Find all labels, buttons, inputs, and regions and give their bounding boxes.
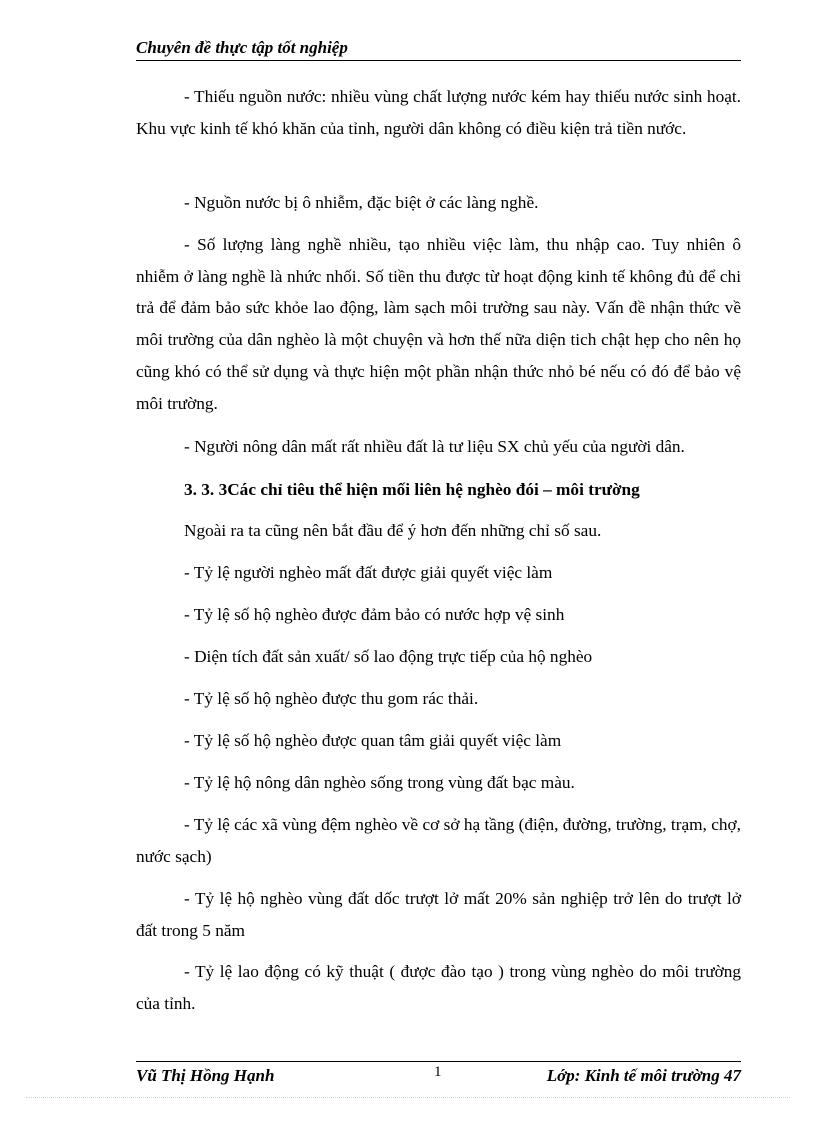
indicator-item: - Tỷ lệ hộ nghèo vùng đất dốc trượt lở mất 20% sản nghiệp trở lên do trượt lở đất trong 5 năm <box>136 889 741 940</box>
indicator-item: - Tỷ lệ hộ nông dân nghèo sống trong vùng đất bạc màu. <box>184 773 575 792</box>
page-number: 1 <box>434 1064 442 1080</box>
indicator-item: - Tỷ lệ số hộ nghèo được thu gom rác thải. <box>184 689 479 708</box>
intro-text: Ngoài ra ta cũng nên bắt đầu để ý hơn đến những chỉ số sau. <box>184 521 602 540</box>
indicator-item: - Diện tích đất sản xuất/ số lao động trực tiếp của hộ nghèo <box>184 647 593 666</box>
indicator-item: - Tỷ lệ người nghèo mất đất được giải quyết việc làm <box>184 563 553 582</box>
indicator-item: - Tỷ lệ lao động có kỹ thuật ( được đào tạo ) trong vùng nghèo do môi trường của tỉnh. <box>136 962 741 1013</box>
paragraph: - Người nông dân mất rất nhiều đất là tư liệu SX chủ yếu của người dân. <box>184 437 685 456</box>
paragraph: - Số lượng làng nghề nhiều, tạo nhiều việc làm, thu nhập cao. Tuy nhiên ô nhiễm ở làng nghề là nhức nhối. Số tiền thu được từ hoạt động kinh tế không đủ để chi trả để đảm bảo sức khỏe lao động, làm sạch môi trường sau này. Vấn đề nhận thức về môi trường của dân nghèo là một chuyện và hơn thế nữa diện tich chật hẹp cho nên họ cũng khó có thể sử dụng và thực hiện một phần nhận thức nhỏ bé nếu có đó để bảo vệ môi trường. <box>136 235 741 413</box>
page-footer <box>136 1061 741 1090</box>
indicator-item: - Tỷ lệ số hộ nghèo được quan tâm giải quyết việc làm <box>184 731 562 750</box>
section-heading: 3. 3. 3Các chỉ tiêu thể hiện mối liên hệ nghèo đói – môi trường <box>184 480 640 499</box>
indicator-item: - Tỷ lệ các xã vùng đệm nghèo về cơ sở hạ tầng (điện, đường, trường, trạm, chợ, nước sạch) <box>136 815 741 866</box>
paragraph: - Nguồn nước bị ô nhiễm, đặc biệt ở các làng nghề. <box>184 193 539 212</box>
indicator-item: - Tỷ lệ số hộ nghèo được đảm bảo có nước hợp vệ sinh <box>184 605 565 624</box>
page-boundary-divider <box>26 1097 790 1098</box>
paragraph: - Thiếu nguồn nước: nhiều vùng chất lượng nước kém hay thiếu nước sinh hoạt. Khu vực kinh tế khó khăn của tỉnh, người dân không có điều kiện trả tiền nước. <box>136 87 741 138</box>
page-header-title: Chuyên đề thực tập tốt nghiệp <box>136 38 741 61</box>
footer-class: Lớp: Kinh tế môi trường 47 <box>546 1066 741 1085</box>
footer-author: Vũ Thị Hồng Hạnh <box>136 1066 275 1085</box>
